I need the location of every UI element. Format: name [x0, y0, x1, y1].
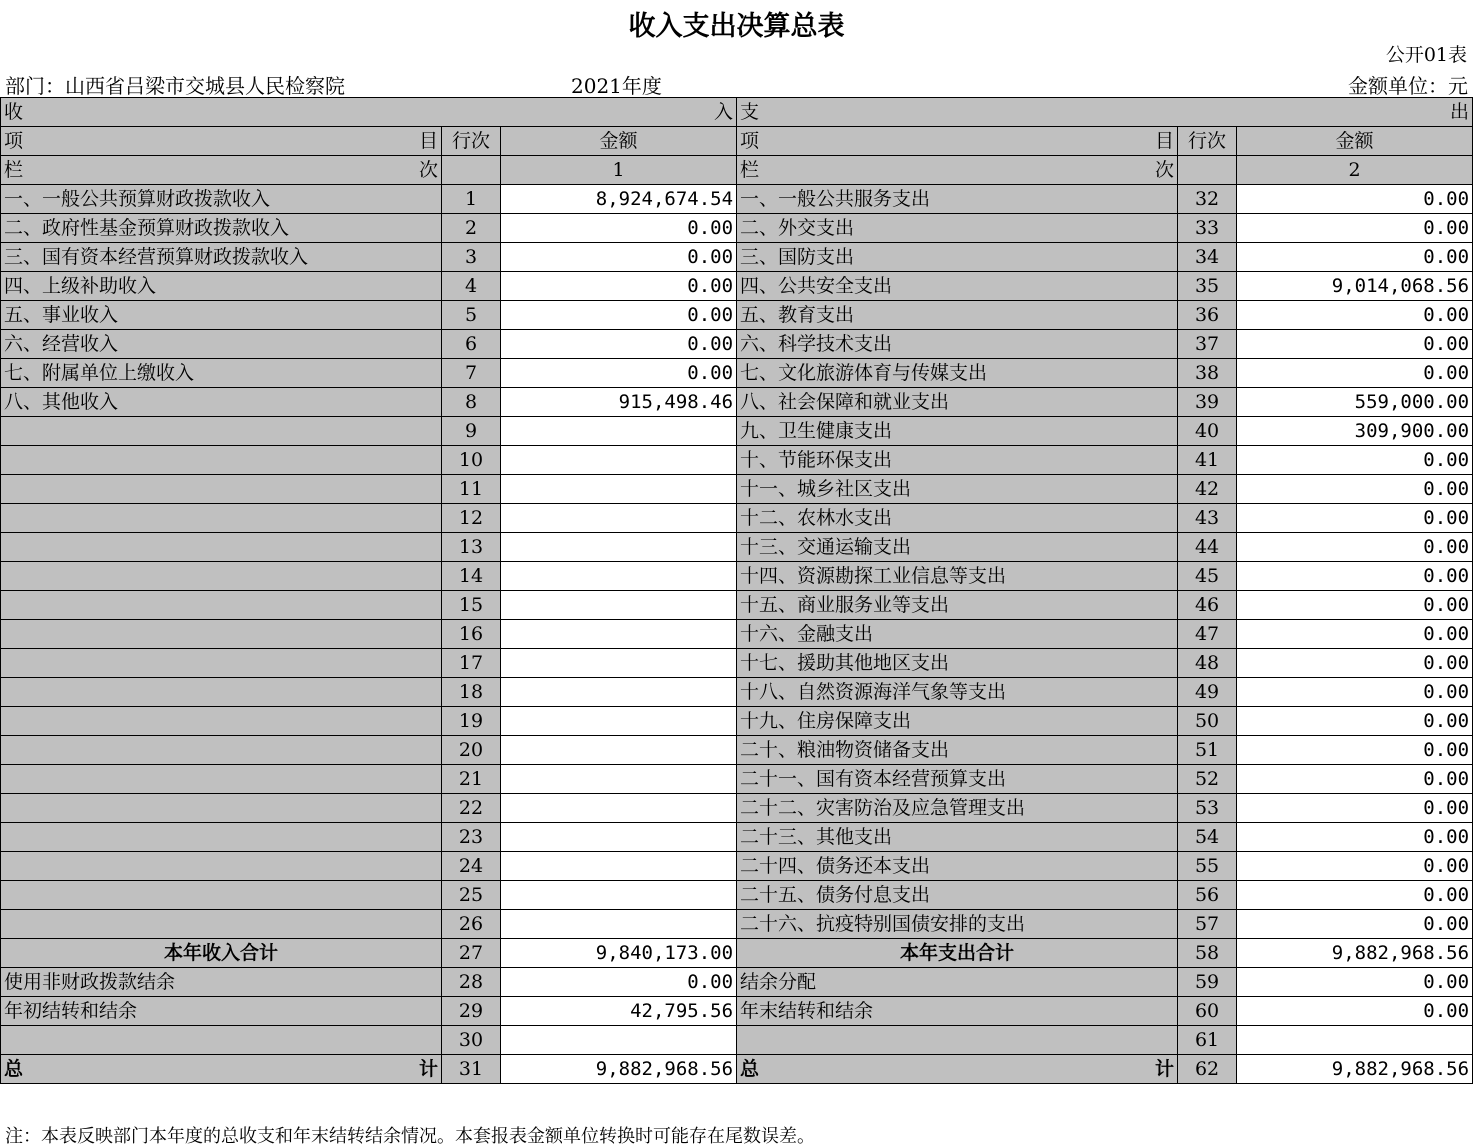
income-row-number: 3 [442, 243, 501, 272]
expense-item-name: 十二、农林水支出 [737, 504, 1178, 533]
income-amount [501, 562, 737, 591]
expense-col-rowno-blank [1178, 156, 1237, 185]
expense-item-name: 五、教育支出 [737, 301, 1178, 330]
income-amount [501, 765, 737, 794]
income-row-number: 21 [442, 765, 501, 794]
income-amount [501, 446, 737, 475]
expense-row-number: 38 [1178, 359, 1237, 388]
expense-item-name: 年末结转和结余 [737, 997, 1178, 1026]
expense-row-number: 47 [1178, 620, 1237, 649]
income-amount: 915,498.46 [501, 388, 737, 417]
income-amount [501, 823, 737, 852]
expense-amount: 0.00 [1237, 214, 1473, 243]
expense-item-name: 本年支出合计 [737, 939, 1178, 968]
table-row [1, 968, 1473, 997]
income-item-name [1, 765, 442, 794]
income-amount: 0.00 [501, 243, 737, 272]
income-row-number: 26 [442, 910, 501, 939]
income-row-number: 11 [442, 475, 501, 504]
expense-item-name: 六、科学技术支出 [737, 330, 1178, 359]
income-item-name [1, 707, 442, 736]
income-section-header: 收 入 [1, 98, 737, 127]
income-amount [501, 736, 737, 765]
expense-item-name: 十九、住房保障支出 [737, 707, 1178, 736]
expense-col-label: 栏 次 [737, 156, 1178, 185]
income-item-name: 本年收入合计 [1, 939, 442, 968]
expense-row-number: 46 [1178, 591, 1237, 620]
expense-row-number: 55 [1178, 852, 1237, 881]
expense-row-number: 34 [1178, 243, 1237, 272]
page-title: 收入支出决算总表 [628, 11, 845, 42]
expense-amount-header: 金额 [1237, 127, 1473, 156]
income-row-number: 1 [442, 185, 501, 214]
expense-item-header: 项 目 [737, 127, 1178, 156]
income-amount: 0.00 [501, 330, 737, 359]
expense-amount: 0.00 [1237, 591, 1473, 620]
expense-amount: 0.00 [1237, 794, 1473, 823]
expense-row-number: 44 [1178, 533, 1237, 562]
expense-item-name: 八、社会保障和就业支出 [737, 388, 1178, 417]
income-row-number: 18 [442, 678, 501, 707]
expense-rowno-header: 行次 [1178, 127, 1237, 156]
income-amount [501, 707, 737, 736]
income-amount [501, 678, 737, 707]
expense-row-number: 50 [1178, 707, 1237, 736]
expense-item-name: 七、文化旅游体育与传媒支出 [737, 359, 1178, 388]
expense-item-name: 九、卫生健康支出 [737, 417, 1178, 446]
expense-row-number: 62 [1178, 1055, 1237, 1084]
footnote: 注：本表反映部门本年度的总收支和年末结转结余情况。本套报表金额单位转换时可能存在尾数误差。 [5, 1126, 815, 1147]
expense-amount: 0.00 [1237, 852, 1473, 881]
expense-item-name: 三、国防支出 [737, 243, 1178, 272]
expense-item-name: 二、外交支出 [737, 214, 1178, 243]
expense-item-name: 十、节能环保支出 [737, 446, 1178, 475]
income-item-name: 使用非财政拨款结余 [1, 968, 442, 997]
income-item-name: 六、经营收入 [1, 330, 442, 359]
table-row [1, 243, 1473, 272]
expense-row-number: 52 [1178, 765, 1237, 794]
expense-amount: 0.00 [1237, 997, 1473, 1026]
expense-amount: 0.00 [1237, 446, 1473, 475]
expense-item-name: 十五、商业服务业等支出 [737, 591, 1178, 620]
income-col-label: 栏 次 [1, 156, 442, 185]
header-row-columns [1, 127, 1473, 156]
income-row-number: 14 [442, 562, 501, 591]
income-row-number: 25 [442, 881, 501, 910]
income-amount [501, 794, 737, 823]
total-row [1, 1055, 1473, 1084]
income-item-name [1, 417, 442, 446]
expense-amount: 0.00 [1237, 678, 1473, 707]
income-row-number: 24 [442, 852, 501, 881]
table-row [1, 446, 1473, 475]
income-item-name [1, 881, 442, 910]
income-amount [501, 852, 737, 881]
income-item-name: 一、一般公共预算财政拨款收入 [1, 185, 442, 214]
table-row [1, 330, 1473, 359]
table-row [1, 823, 1473, 852]
income-total-label: 总 计 [1, 1055, 442, 1084]
table-row [1, 910, 1473, 939]
income-amount [501, 475, 737, 504]
income-row-number: 8 [442, 388, 501, 417]
income-row-number: 30 [442, 1026, 501, 1055]
income-row-number: 20 [442, 736, 501, 765]
income-item-header: 项 目 [1, 127, 442, 156]
expense-row-number: 48 [1178, 649, 1237, 678]
income-row-number: 22 [442, 794, 501, 823]
table-row [1, 272, 1473, 301]
income-amount: 9,840,173.00 [501, 939, 737, 968]
income-amount: 42,795.56 [501, 997, 737, 1026]
income-amount [501, 591, 737, 620]
expense-row-number: 57 [1178, 910, 1237, 939]
table-row [1, 417, 1473, 446]
expense-amount: 0.00 [1237, 330, 1473, 359]
expense-amount: 0.00 [1237, 504, 1473, 533]
income-row-number: 23 [442, 823, 501, 852]
expense-amount: 0.00 [1237, 823, 1473, 852]
income-row-number: 4 [442, 272, 501, 301]
expense-item-name: 二十、粮油物资储备支出 [737, 736, 1178, 765]
income-item-name: 三、国有资本经营预算财政拨款收入 [1, 243, 442, 272]
table-row [1, 997, 1473, 1026]
fiscal-year: 2021年度 [571, 74, 662, 98]
expense-row-number: 58 [1178, 939, 1237, 968]
table-row [1, 214, 1473, 243]
expense-col-number: 2 [1237, 156, 1473, 185]
expense-row-number: 54 [1178, 823, 1237, 852]
table-row [1, 620, 1473, 649]
income-col-rowno-blank [442, 156, 501, 185]
table-row [1, 852, 1473, 881]
income-amount: 0.00 [501, 359, 737, 388]
income-amount [501, 881, 737, 910]
form-number: 公开01表 [1385, 44, 1467, 66]
income-amount: 8,924,674.54 [501, 185, 737, 214]
income-item-name [1, 620, 442, 649]
budget-table [0, 97, 1473, 1084]
income-row-number: 28 [442, 968, 501, 997]
income-item-name [1, 533, 442, 562]
income-row-number: 12 [442, 504, 501, 533]
expense-row-number: 39 [1178, 388, 1237, 417]
income-row-number: 29 [442, 997, 501, 1026]
expense-amount: 0.00 [1237, 881, 1473, 910]
expense-item-name: 十一、城乡社区支出 [737, 475, 1178, 504]
table-row [1, 591, 1473, 620]
expense-amount: 9,014,068.56 [1237, 272, 1473, 301]
income-row-number: 17 [442, 649, 501, 678]
table-row [1, 649, 1473, 678]
expense-item-name: 十三、交通运输支出 [737, 533, 1178, 562]
expense-amount: 0.00 [1237, 707, 1473, 736]
table-row [1, 736, 1473, 765]
expense-row-number: 42 [1178, 475, 1237, 504]
expense-item-name [737, 1026, 1178, 1055]
income-row-number: 7 [442, 359, 501, 388]
income-item-name [1, 852, 442, 881]
expense-section-header: 支 出 [737, 98, 1473, 127]
subtotal-row [1, 939, 1473, 968]
table-row [1, 1026, 1473, 1055]
table-body [1, 98, 1473, 1084]
expense-row-number: 51 [1178, 736, 1237, 765]
department-label: 部门：山西省吕梁市交城县人民检察院 [5, 74, 345, 98]
income-row-number: 19 [442, 707, 501, 736]
expense-amount: 0.00 [1237, 736, 1473, 765]
expense-item-name: 十六、金融支出 [737, 620, 1178, 649]
expense-amount: 0.00 [1237, 359, 1473, 388]
income-item-name: 七、附属单位上缴收入 [1, 359, 442, 388]
expense-row-number: 37 [1178, 330, 1237, 359]
expense-amount: 0.00 [1237, 562, 1473, 591]
income-row-number: 10 [442, 446, 501, 475]
income-item-name [1, 794, 442, 823]
expense-amount: 0.00 [1237, 765, 1473, 794]
table-row [1, 765, 1473, 794]
income-item-name: 二、政府性基金预算财政拨款收入 [1, 214, 442, 243]
income-item-name [1, 562, 442, 591]
income-amount [501, 504, 737, 533]
expense-row-number: 49 [1178, 678, 1237, 707]
expense-row-number: 33 [1178, 214, 1237, 243]
expense-item-name: 结余分配 [737, 968, 1178, 997]
expense-amount: 0.00 [1237, 475, 1473, 504]
table-row [1, 533, 1473, 562]
expense-row-number: 56 [1178, 881, 1237, 910]
expense-row-number: 36 [1178, 301, 1237, 330]
income-item-name [1, 910, 442, 939]
income-total-amount: 9,882,968.56 [501, 1055, 737, 1084]
income-row-number: 31 [442, 1055, 501, 1084]
expense-row-number: 60 [1178, 997, 1237, 1026]
income-amount-header: 金额 [501, 127, 737, 156]
header-row-section [1, 98, 1473, 127]
expense-item-name: 十八、自然资源海洋气象等支出 [737, 678, 1178, 707]
income-amount [501, 1026, 737, 1055]
income-row-number: 27 [442, 939, 501, 968]
table-row [1, 562, 1473, 591]
expense-item-name: 二十六、抗疫特别国债安排的支出 [737, 910, 1178, 939]
table-row [1, 881, 1473, 910]
expense-amount: 0.00 [1237, 301, 1473, 330]
expense-item-name: 四、公共安全支出 [737, 272, 1178, 301]
income-amount [501, 910, 737, 939]
income-item-name: 四、上级补助收入 [1, 272, 442, 301]
income-row-number: 13 [442, 533, 501, 562]
table-row [1, 301, 1473, 330]
expense-row-number: 43 [1178, 504, 1237, 533]
income-row-number: 5 [442, 301, 501, 330]
expense-item-name: 一、一般公共服务支出 [737, 185, 1178, 214]
table-row [1, 388, 1473, 417]
expense-row-number: 40 [1178, 417, 1237, 446]
expense-item-name: 二十四、债务还本支出 [737, 852, 1178, 881]
expense-row-number: 35 [1178, 272, 1237, 301]
expense-item-name: 二十二、灾害防治及应急管理支出 [737, 794, 1178, 823]
income-amount [501, 620, 737, 649]
expense-amount: 0.00 [1237, 533, 1473, 562]
table-row [1, 359, 1473, 388]
expense-row-number: 45 [1178, 562, 1237, 591]
income-row-number: 9 [442, 417, 501, 446]
table-row [1, 678, 1473, 707]
expense-amount: 559,000.00 [1237, 388, 1473, 417]
table-row [1, 504, 1473, 533]
expense-row-number: 59 [1178, 968, 1237, 997]
expense-amount: 0.00 [1237, 968, 1473, 997]
table-row [1, 707, 1473, 736]
income-rowno-header: 行次 [442, 127, 501, 156]
header-row-colno [1, 156, 1473, 185]
income-item-name: 年初结转和结余 [1, 997, 442, 1026]
income-item-name [1, 475, 442, 504]
income-row-number: 15 [442, 591, 501, 620]
expense-total-label: 总 计 [737, 1055, 1178, 1084]
expense-row-number: 41 [1178, 446, 1237, 475]
expense-row-number: 53 [1178, 794, 1237, 823]
income-item-name [1, 504, 442, 533]
amount-unit: 金额单位：元 [1348, 74, 1468, 98]
expense-amount: 0.00 [1237, 620, 1473, 649]
expense-item-name: 二十三、其他支出 [737, 823, 1178, 852]
income-item-name: 五、事业收入 [1, 301, 442, 330]
expense-item-name: 十四、资源勘探工业信息等支出 [737, 562, 1178, 591]
expense-amount: 0.00 [1237, 185, 1473, 214]
income-row-number: 2 [442, 214, 501, 243]
income-amount: 0.00 [501, 272, 737, 301]
expense-row-number: 32 [1178, 185, 1237, 214]
income-item-name [1, 591, 442, 620]
income-row-number: 6 [442, 330, 501, 359]
expense-total-amount: 9,882,968.56 [1237, 1055, 1473, 1084]
income-item-name [1, 823, 442, 852]
income-item-name [1, 678, 442, 707]
income-amount: 0.00 [501, 214, 737, 243]
expense-amount: 0.00 [1237, 243, 1473, 272]
expense-amount: 0.00 [1237, 649, 1473, 678]
income-amount: 0.00 [501, 968, 737, 997]
expense-item-name: 十七、援助其他地区支出 [737, 649, 1178, 678]
expense-amount: 9,882,968.56 [1237, 939, 1473, 968]
income-row-number: 16 [442, 620, 501, 649]
expense-item-name: 二十一、国有资本经营预算支出 [737, 765, 1178, 794]
income-amount [501, 417, 737, 446]
table-row [1, 475, 1473, 504]
income-col-number: 1 [501, 156, 737, 185]
income-item-name: 八、其他收入 [1, 388, 442, 417]
income-amount [501, 533, 737, 562]
expense-amount: 0.00 [1237, 910, 1473, 939]
income-item-name [1, 1026, 442, 1055]
income-item-name [1, 446, 442, 475]
table-row [1, 794, 1473, 823]
table-row [1, 185, 1473, 214]
income-item-name [1, 736, 442, 765]
income-item-name [1, 649, 442, 678]
income-amount: 0.00 [501, 301, 737, 330]
expense-amount [1237, 1026, 1473, 1055]
expense-item-name: 二十五、债务付息支出 [737, 881, 1178, 910]
income-amount [501, 649, 737, 678]
expense-amount: 309,900.00 [1237, 417, 1473, 446]
expense-row-number: 61 [1178, 1026, 1237, 1055]
